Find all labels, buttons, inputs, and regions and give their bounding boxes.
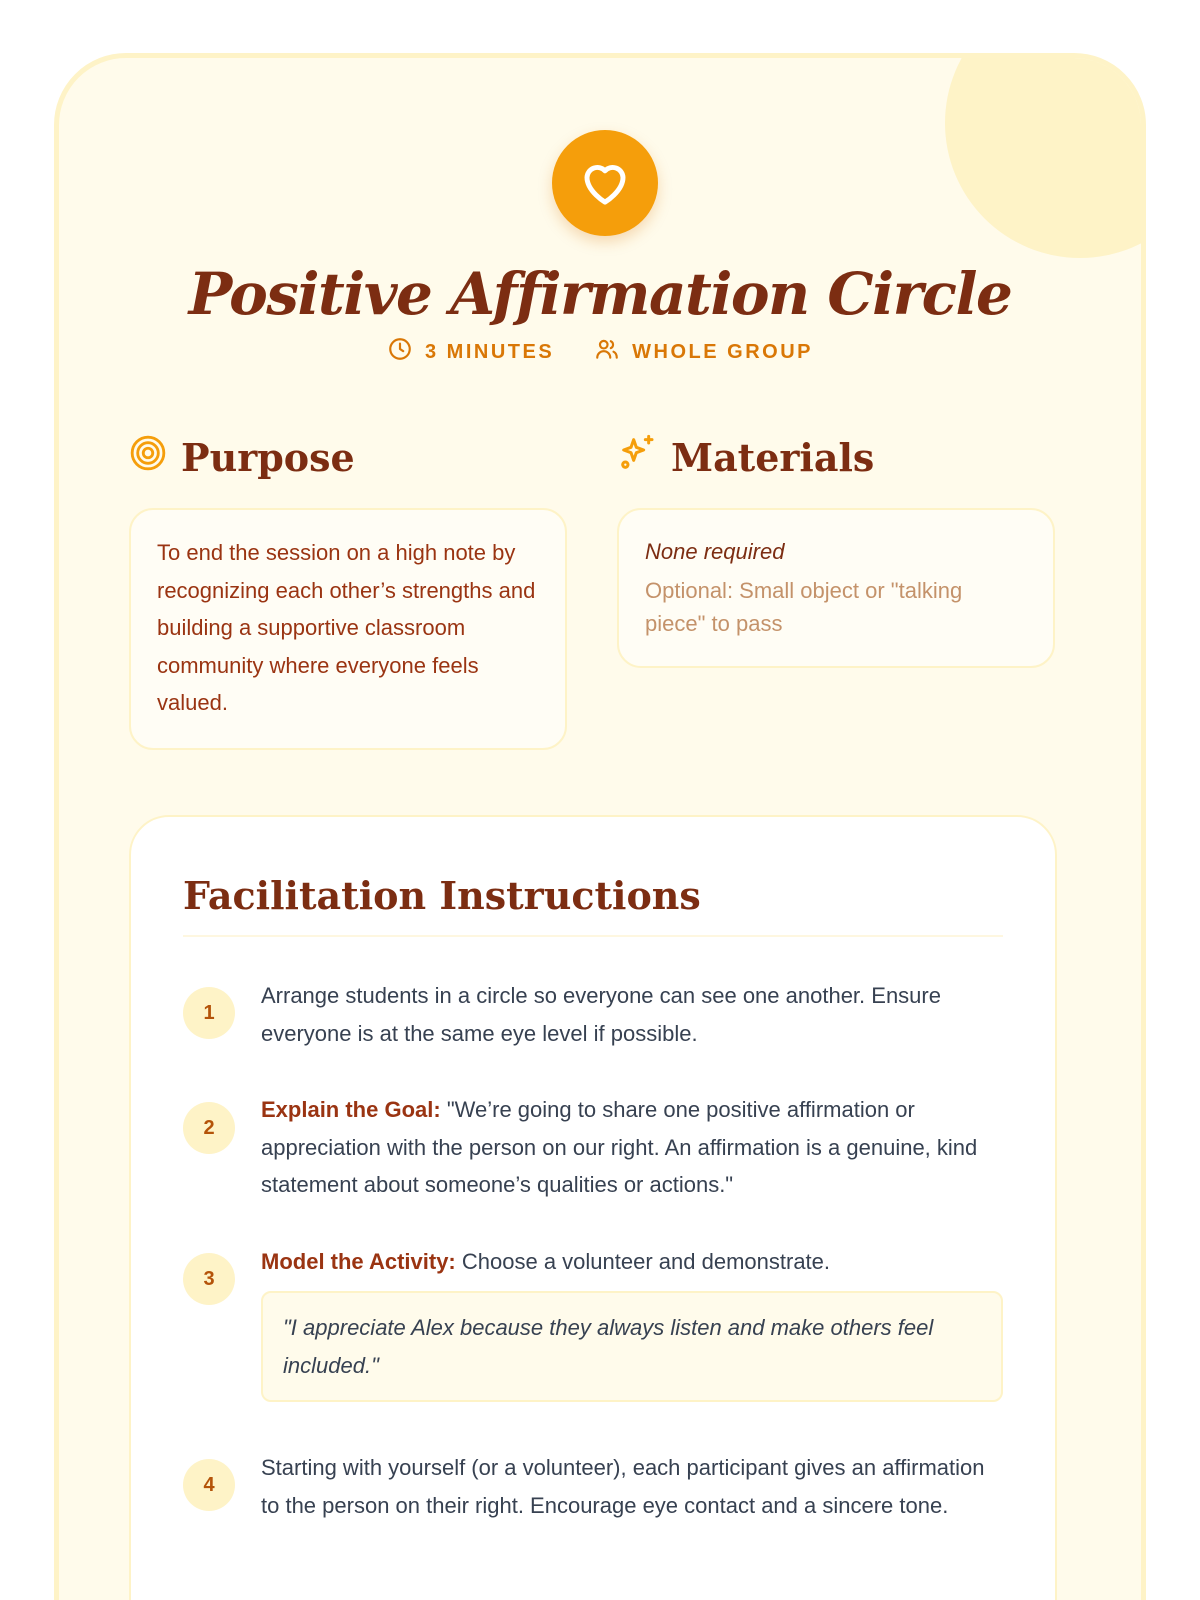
purpose-heading-text: Purpose <box>181 434 355 480</box>
step-number: 4 <box>183 1459 235 1511</box>
step-number: 3 <box>183 1253 235 1305</box>
step-body-text: Starting with yourself (or a volunteer), each participant gives an affirmation to the person on their right. Encourage eye contact and a sincere tone. <box>261 1455 985 1518</box>
decorative-circle <box>945 53 1146 258</box>
instructions-title: Facilitation Instructions <box>183 871 1003 937</box>
clock-icon <box>387 336 413 368</box>
step-label: Model the Activity: <box>261 1249 456 1274</box>
target-icon <box>129 434 167 481</box>
group-label: WHOLE GROUP <box>632 340 814 363</box>
materials-heading-text: Materials <box>671 434 875 480</box>
step-text <box>261 977 1003 1052</box>
heart-icon <box>552 130 658 236</box>
group-meta <box>594 336 813 368</box>
materials-heading <box>617 432 874 482</box>
step-body-text: Choose a volunteer and demonstrate. <box>461 1249 831 1274</box>
step-text <box>261 1449 1003 1524</box>
page-title: Positive Affirmation Circle <box>188 260 1012 328</box>
purpose-text: To end the session on a high note by recognizing each other’s strengths and building a supportive classroom community where everyone feels valued. <box>157 540 536 715</box>
duration-meta <box>387 336 554 368</box>
step-number: 2 <box>183 1102 235 1154</box>
step-body-text: Arrange students in a circle so everyone can see one another. Ensure everyone is at the same eye level if possible. <box>261 983 941 1046</box>
materials-box <box>617 508 1055 668</box>
materials-main: None required <box>645 539 785 564</box>
users-icon <box>594 336 620 368</box>
example-quote: "I appreciate Alex because they always listen and make others feel included." <box>261 1291 1003 1402</box>
step-text <box>261 1091 1003 1204</box>
duration-label: 3 MINUTES <box>424 340 555 363</box>
step-text <box>261 1243 1003 1281</box>
activity-meta <box>59 336 1141 368</box>
materials-optional: Optional: Small object or "talking piece" to pass <box>645 578 963 636</box>
step-number: 1 <box>183 987 235 1039</box>
activity-card <box>54 53 1146 1600</box>
purpose-heading <box>129 432 355 482</box>
step-label: Explain the Goal: <box>261 1097 441 1122</box>
sparkles-icon <box>617 433 657 482</box>
purpose-box <box>129 508 567 750</box>
step-body-text: "We’re going to share one positive affirmation or appreciation with the person on our right. An affirmation is a genuine, kind statement about someone’s qualities or actions." <box>261 1097 978 1197</box>
instructions-panel <box>129 815 1057 1600</box>
